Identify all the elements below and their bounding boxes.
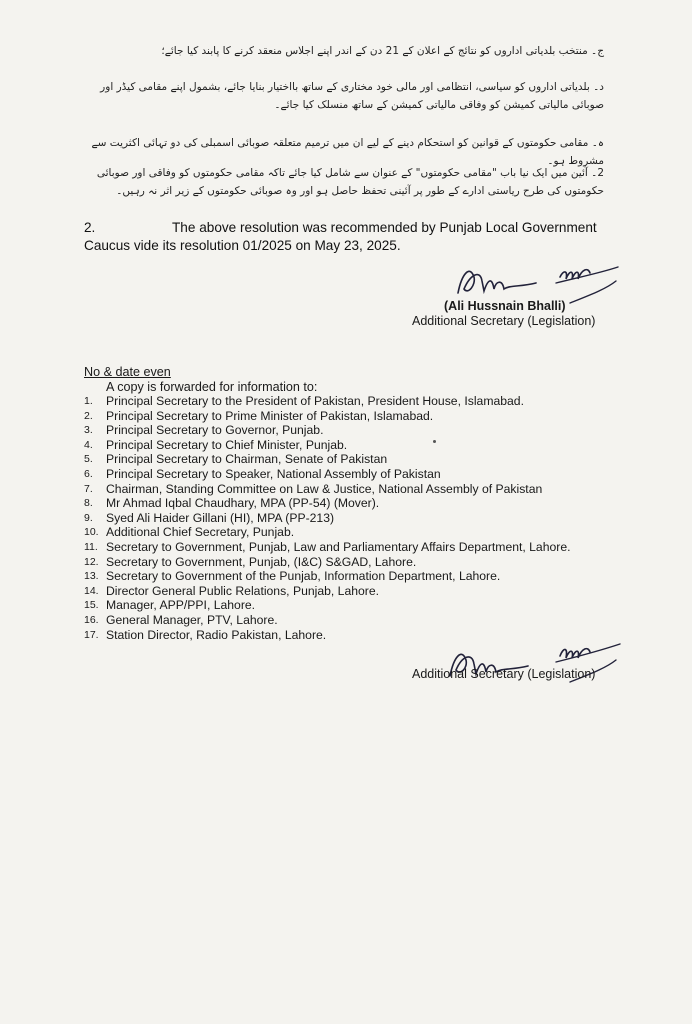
recipient-number: 6.	[84, 467, 93, 480]
forwarding-intro: A copy is forwarded for information to:	[106, 380, 318, 394]
recipient-number: 1.	[84, 395, 93, 407]
recipient-item	[84, 584, 644, 599]
recipient-text: Director General Public Relations, Punjab, Lahore.	[106, 583, 380, 598]
recipient-number: 14.	[84, 584, 99, 597]
recipient-item	[84, 409, 644, 424]
recipient-number: 10.	[84, 526, 99, 539]
recipient-text: Chairman, Standing Committee on Law & Justice, National Assembly of Pakistan	[106, 481, 543, 496]
recipient-text: Principal Secretary to Governor, Punjab.	[106, 423, 324, 438]
urdu-clause-d: د۔ بلدیاتی اداروں کو سیاسی، انتظامی اور مالی خود مختاری کے ساتھ بااختیار بنایا جائے، بشمول اپنے مقامی کیڈر اور صوبائی مالیاتی کمیشن کو وفاقی مالیاتی کمیشن کے ساتھ منسلک کیا جائے۔	[100, 81, 604, 111]
paragraph-text: The above resolution was recommended by Punjab Local Government Caucus vide its resolution 01/2025 on May 23, 2025.	[84, 220, 597, 253]
recipient-text: Secretary to Government, Punjab, (I&C) S&GAD, Lahore.	[106, 554, 417, 569]
recipient-number: 11.	[84, 540, 98, 553]
recipient-item	[84, 511, 644, 526]
paragraph-number: 2.	[84, 220, 96, 235]
recipient-text: Mr Ahmad Iqbal Chaudhary, MPA (PP-54) (Mover).	[106, 496, 380, 511]
recipient-text: Principal Secretary to Speaker, National Assembly of Pakistan	[106, 466, 441, 481]
resolution-paragraph	[84, 219, 624, 255]
urdu-clause-e: ہ۔ مقامی حکومتوں کے قوانین کو استحکام دینے کے لیے ان میں ترمیم متعلقہ صوبائی اسمبلی کی دو تہائی اکثریت سے مشروط ہو۔	[91, 137, 604, 167]
recipient-text: Principal Secretary to Chief Minister, Punjab.	[106, 437, 348, 452]
recipient-number: 5.	[84, 453, 93, 466]
recipient-item	[84, 569, 644, 584]
signer-title: Additional Secretary (Legislation)	[412, 314, 596, 328]
recipient-text: Secretary to Government, Punjab, Law and Parliamentary Affairs Department, Lahore.	[106, 539, 571, 554]
recipient-text: Station Director, Radio Pakistan, Lahore.	[106, 627, 327, 642]
stray-mark	[433, 440, 436, 443]
recipient-text: Syed Ali Haider Gillani (HI), MPA (PP-213)	[106, 510, 335, 525]
recipient-number: 9.	[84, 511, 93, 524]
recipient-number: 16.	[84, 613, 99, 626]
recipient-text: Manager, APP/PPI, Lahore.	[106, 598, 256, 613]
recipient-list	[84, 394, 644, 642]
recipient-text: Principal Secretary to Prime Minister of Pakistan, Islamabad.	[106, 408, 434, 423]
recipient-number: 15.	[84, 599, 99, 612]
recipient-text: General Manager, PTV, Lahore.	[106, 612, 278, 627]
recipient-text: Secretary to Government of the Punjab, Information Department, Lahore.	[106, 569, 501, 584]
recipient-number: 12.	[84, 555, 99, 568]
recipient-number: 8.	[84, 497, 93, 510]
recipient-item	[84, 482, 644, 497]
recipient-text: Additional Chief Secretary, Punjab.	[106, 525, 295, 540]
recipient-item	[84, 467, 644, 482]
recipient-item	[84, 613, 644, 628]
recipient-number: 4.	[84, 438, 93, 451]
recipient-number: 7.	[84, 482, 93, 495]
recipient-item	[84, 394, 644, 409]
recipient-item	[84, 598, 644, 613]
handwritten-signature-2	[420, 632, 640, 692]
recipient-text: Principal Secretary to Chairman, Senate of Pakistan	[106, 452, 388, 467]
recipient-item	[84, 452, 644, 467]
recipient-item	[84, 540, 644, 555]
signer-name: (Ali Hussnain Bhalli)	[444, 299, 566, 313]
urdu-point-2: 2۔ آئین میں ایک نیا باب "مقامی حکومتوں" کے عنوان سے شامل کیا جائے تاکہ مقامی حکومتوں کو وفاقی اور صوبائی حکومتوں کی طرح ریاستی ادارے کے طور پر آئینی تحفظ حاصل ہو اور وہ صوبائی حکومتوں کے زیر اثر نہ رہیں۔	[96, 167, 604, 197]
recipient-number: 3.	[84, 424, 93, 437]
recipient-item	[84, 438, 644, 453]
recipient-item	[84, 555, 644, 570]
recipient-item	[84, 423, 644, 438]
recipient-number: 17.	[84, 628, 99, 641]
urdu-clause-c: ج۔ منتخب بلدیاتی اداروں کو نتائج کے اعلان کے 21 دن کے اندر اپنے اجلاس منعقد کرنے کا پابند کیا جائے؛	[161, 45, 604, 57]
recipient-number: 13.	[84, 570, 99, 583]
recipient-number: 2.	[84, 409, 93, 422]
signer-title-2: Additional Secretary (Legislation)	[412, 667, 596, 681]
recipient-text: Principal Secretary to the President of Pakistan, President House, Islamabad.	[106, 394, 524, 408]
reference-line: No & date even	[84, 365, 171, 379]
recipient-item	[84, 525, 644, 540]
recipient-item	[84, 496, 644, 511]
